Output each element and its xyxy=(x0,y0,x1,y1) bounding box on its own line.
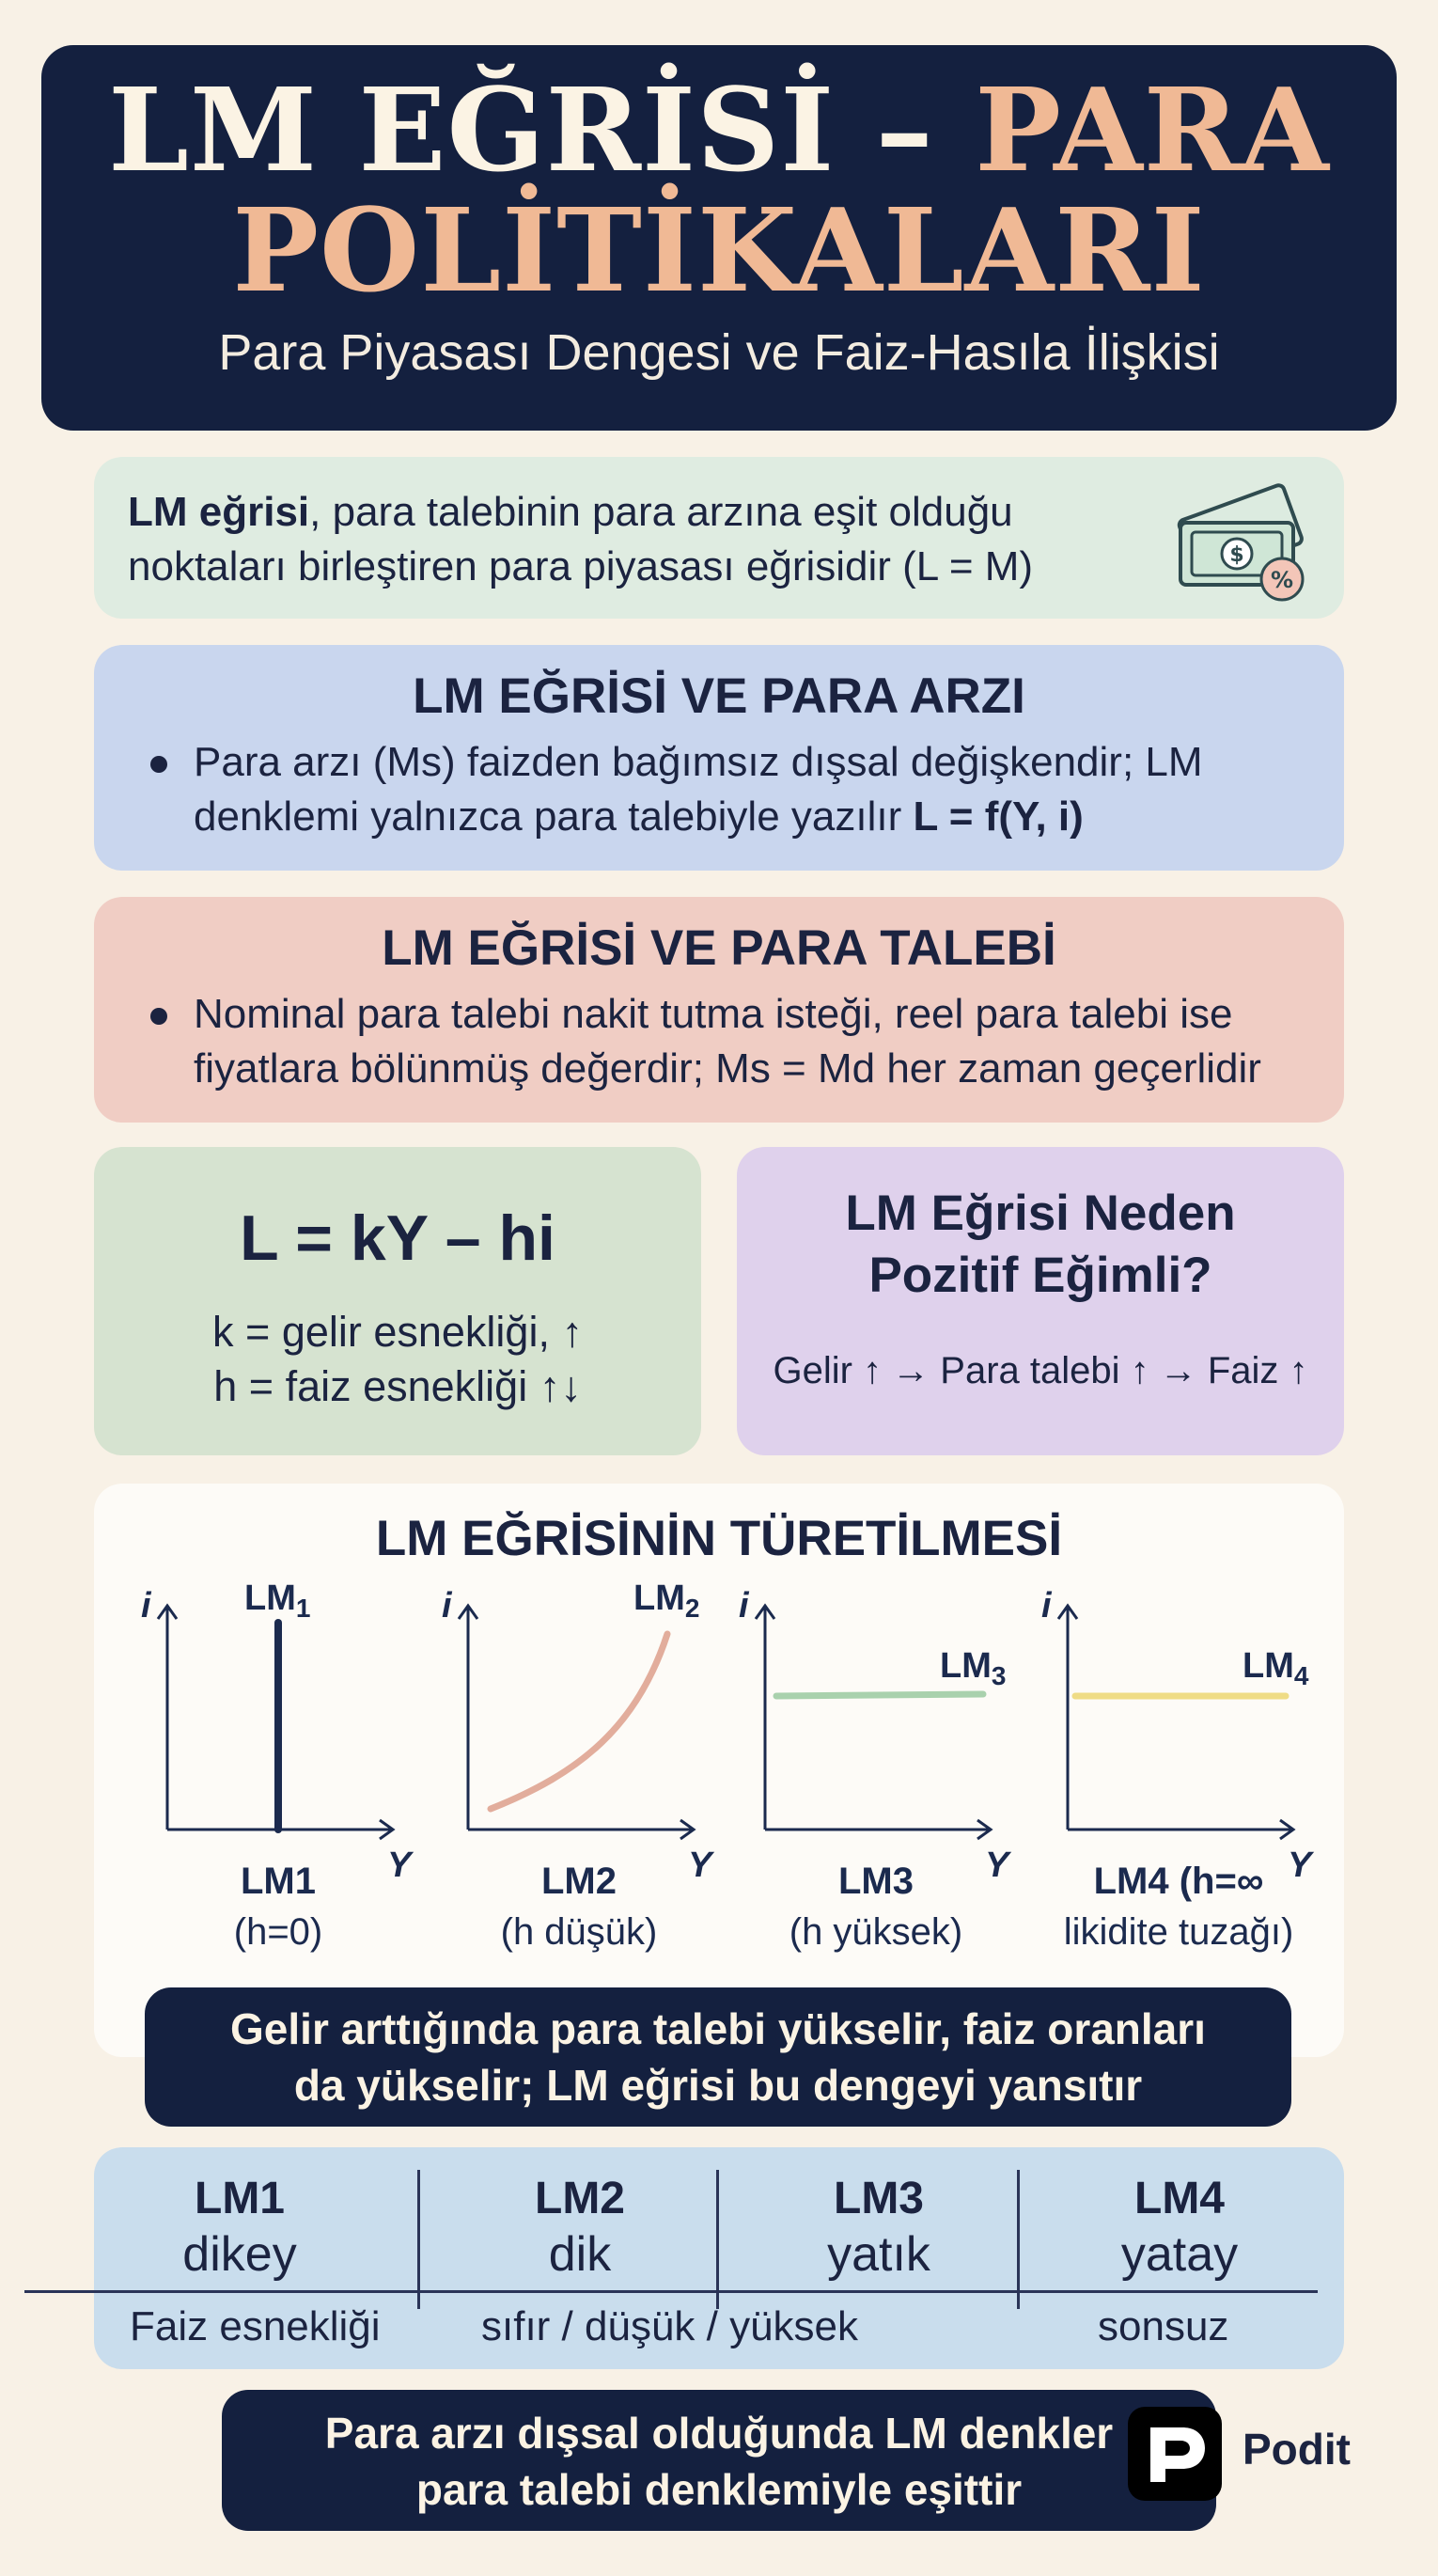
table-row-values: sıfır / düşük / yüksek xyxy=(481,2303,859,2349)
header-banner xyxy=(41,45,1397,431)
definition-text xyxy=(128,485,1162,594)
page-title-line-2: POLİTİKALARI xyxy=(232,182,1206,318)
conclusion-banner-line-2: para talebi denklemiyle eşittir xyxy=(415,2465,1023,2514)
definition-card xyxy=(94,457,1344,619)
why-title xyxy=(737,1183,1344,1307)
curve-label-subscript: 4 xyxy=(1293,1661,1309,1690)
panel-name: LM4 (h=∞ xyxy=(1093,1861,1264,1902)
money-supply-text: Para arzı (Ms) faizden bağımsız dışsal değişkendir; LM denklemi yalnızca para talebiyle yazılır xyxy=(194,739,1203,840)
column-slope: yatay xyxy=(1120,2227,1239,2282)
column-slope: dik xyxy=(548,2227,612,2282)
money-supply-function: L = f(Y, i) xyxy=(913,793,1084,840)
derivation-graphs xyxy=(94,1484,1344,2057)
panel-description: (h=0) xyxy=(233,1911,323,1953)
page-title-line-1 xyxy=(41,62,1397,197)
table-column-lm4 xyxy=(1034,2172,1325,2283)
title-peach-part: PARA xyxy=(933,62,1330,197)
money-bill-percent-icon xyxy=(1171,474,1312,605)
lm2-curve xyxy=(491,1634,667,1809)
y-axis-label: i xyxy=(739,1586,749,1626)
table-column-lm1 xyxy=(94,2172,385,2283)
money-supply-heading: LM EĞRİSİ VE PARA ARZI xyxy=(413,668,1025,724)
title-white-part: LM EĞRİSİ – xyxy=(108,62,934,197)
panel-name: LM1 xyxy=(241,1861,316,1902)
x-axis-label: Y xyxy=(985,1846,1009,1885)
column-name: LM4 xyxy=(1134,2174,1225,2223)
svg-text:$: $ xyxy=(1229,543,1244,567)
panel-description: (h düşük) xyxy=(500,1911,658,1953)
money-supply-bullet xyxy=(150,735,1325,844)
table-row-label: Faiz esnekliği xyxy=(130,2303,381,2349)
table-row-divider xyxy=(24,2290,1318,2293)
bullet-dot xyxy=(150,756,167,773)
y-axis-label: i xyxy=(141,1586,151,1626)
conclusion-banner xyxy=(222,2390,1216,2531)
x-axis-label: Y xyxy=(688,1846,712,1885)
svg-text:%: % xyxy=(1270,567,1294,593)
money-demand-heading: LM EĞRİSİ VE PARA TALEBİ xyxy=(382,920,1056,976)
column-divider xyxy=(1017,2170,1020,2309)
panel-description: (h yüksek) xyxy=(789,1911,963,1953)
conclusion-banner-line-1: Para arzı dışsal olduğunda LM denkler xyxy=(324,2409,1114,2458)
money-supply-card xyxy=(94,645,1344,871)
causal-chain: Gelir ↑ → Para talebi ↑ → Faiz ↑ xyxy=(773,1350,1308,1391)
column-slope: dikey xyxy=(182,2227,297,2282)
panel-name: LM3 xyxy=(838,1861,914,1902)
curve-label-subscript: 1 xyxy=(295,1594,311,1623)
formula-card xyxy=(94,1147,701,1455)
money-demand-bullet xyxy=(150,987,1325,1096)
y-axis-label: i xyxy=(1041,1586,1052,1626)
x-axis-label: Y xyxy=(1288,1846,1312,1885)
curve-label-lm3: $LM_3$ xyxy=(940,1646,1007,1690)
curve-label-lm4: $LM_4$ xyxy=(1243,1646,1309,1690)
curve-label-subscript: 2 xyxy=(684,1594,700,1623)
curve-label-lm1: $LM_1$ xyxy=(244,1579,311,1623)
panel-name: LM2 xyxy=(541,1861,617,1902)
y-axis-label: i xyxy=(442,1586,452,1626)
column-divider xyxy=(716,2170,719,2309)
column-name: LM3 xyxy=(834,2174,924,2223)
summary-banner-line-1: Gelir arttığında para talebi yükselir, faiz oranları xyxy=(230,2004,1206,2053)
column-name: LM1 xyxy=(195,2174,285,2223)
bullet-dot xyxy=(150,1008,167,1025)
lm-equation: L = kY – hi xyxy=(240,1202,555,1274)
why-title-line-1: LM Eğrisi Neden xyxy=(845,1186,1236,1241)
derivation-card xyxy=(94,1484,1344,2057)
money-demand-card xyxy=(94,897,1344,1123)
curve-label-lm2: $LM_2$ xyxy=(633,1579,700,1623)
panel-description: likidite tuzağı) xyxy=(1063,1911,1294,1953)
summary-banner xyxy=(145,1987,1291,2127)
table-column-lm2 xyxy=(434,2172,726,2283)
curve-label-subscript: 3 xyxy=(991,1661,1007,1690)
k-definition: k = gelir esnekliği, ↑ xyxy=(212,1308,583,1356)
lm3-curve xyxy=(776,1694,983,1696)
podit-logo-icon xyxy=(1128,2407,1222,2501)
x-axis-label: Y xyxy=(387,1846,412,1885)
column-name: LM2 xyxy=(535,2174,625,2223)
table-row-value-lm4: sonsuz xyxy=(1098,2303,1229,2349)
definition-term: LM eğrisi xyxy=(128,489,310,535)
brand-name: Podit xyxy=(1243,2425,1351,2474)
h-definition: h = faiz esnekliği ↑↓ xyxy=(213,1362,582,1410)
page-subtitle: Para Piyasası Dengesi ve Faiz-Hasıla İlişkisi xyxy=(218,324,1220,381)
table-column-lm3 xyxy=(733,2172,1024,2283)
summary-banner-line-2: da yükselir; LM eğrisi bu dengeyi yansıtır xyxy=(293,2061,1143,2110)
money-demand-text: Nominal para talebi nakit tutma isteği, reel para talebi ise fiyatlara bölünmüş değerdir; Ms = Md her zaman geçerlidir xyxy=(194,991,1261,1092)
column-slope: yatık xyxy=(827,2227,930,2282)
column-divider xyxy=(417,2170,420,2309)
derivation-title: LM EĞRİSİNİN TÜRETİLMESİ xyxy=(375,1511,1063,1566)
why-positive-slope-card xyxy=(737,1147,1344,1455)
definition-body: , para talebinin para arzına eşit olduğu noktaları birleştiren para piyasası eğrisidir (L = M) xyxy=(128,489,1034,589)
why-title-line-2: Pozitif Eğimli? xyxy=(868,1248,1212,1303)
